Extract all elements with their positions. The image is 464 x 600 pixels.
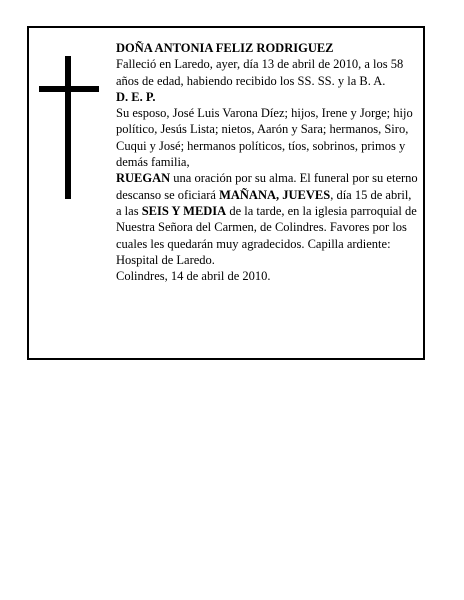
cross-vertical-bar [65,56,71,199]
obituary-notice [27,26,425,360]
funeral-text-part-3: de la tarde, en la iglesia parroquial de Nuestra Señora del Carmen, de Colindres. Favores por los cuales les quedarán muy agradecidos. Capilla ardiente: Hospital de Laredo. [116,203,417,267]
notice-text [116,40,418,284]
place-and-date: Colindres, 14 de abril de 2010. [116,269,271,284]
ruegan-word: RUEGAN [116,171,171,186]
latin-cross-icon [39,56,99,199]
funeral-day: MAÑANA, JUEVES [219,187,331,202]
funeral-time: SEIS Y MEDIA [141,203,227,218]
funeral-text-part-1: una oración por su alma. El funeral por su eterno descanso se oficiará [116,171,418,202]
family-list: Su esposo, José Luis Varona Díez; hijos, Irene y Jorge; hijo político, Jesús Lista; nietos, Aarón y Sara; hermanos, Siro, Cuqui y José; hermanos políticos, tíos, sobrinos, primos y demás familia, [116,106,413,170]
cross-horizontal-bar [39,86,99,92]
rest-in-peace: D. E. P. [116,89,156,104]
deceased-name: DOÑA ANTONIA FELIZ RODRIGUEZ [116,41,334,55]
death-details: Falleció en Laredo, ayer, día 13 de abril de 2010, a los 58 años de edad, habiendo recibido los SS. SS. y la B. A. [116,57,404,88]
funeral-text-part-2: , día 15 de abril, a las [116,187,412,218]
funeral-announcement [116,170,418,268]
